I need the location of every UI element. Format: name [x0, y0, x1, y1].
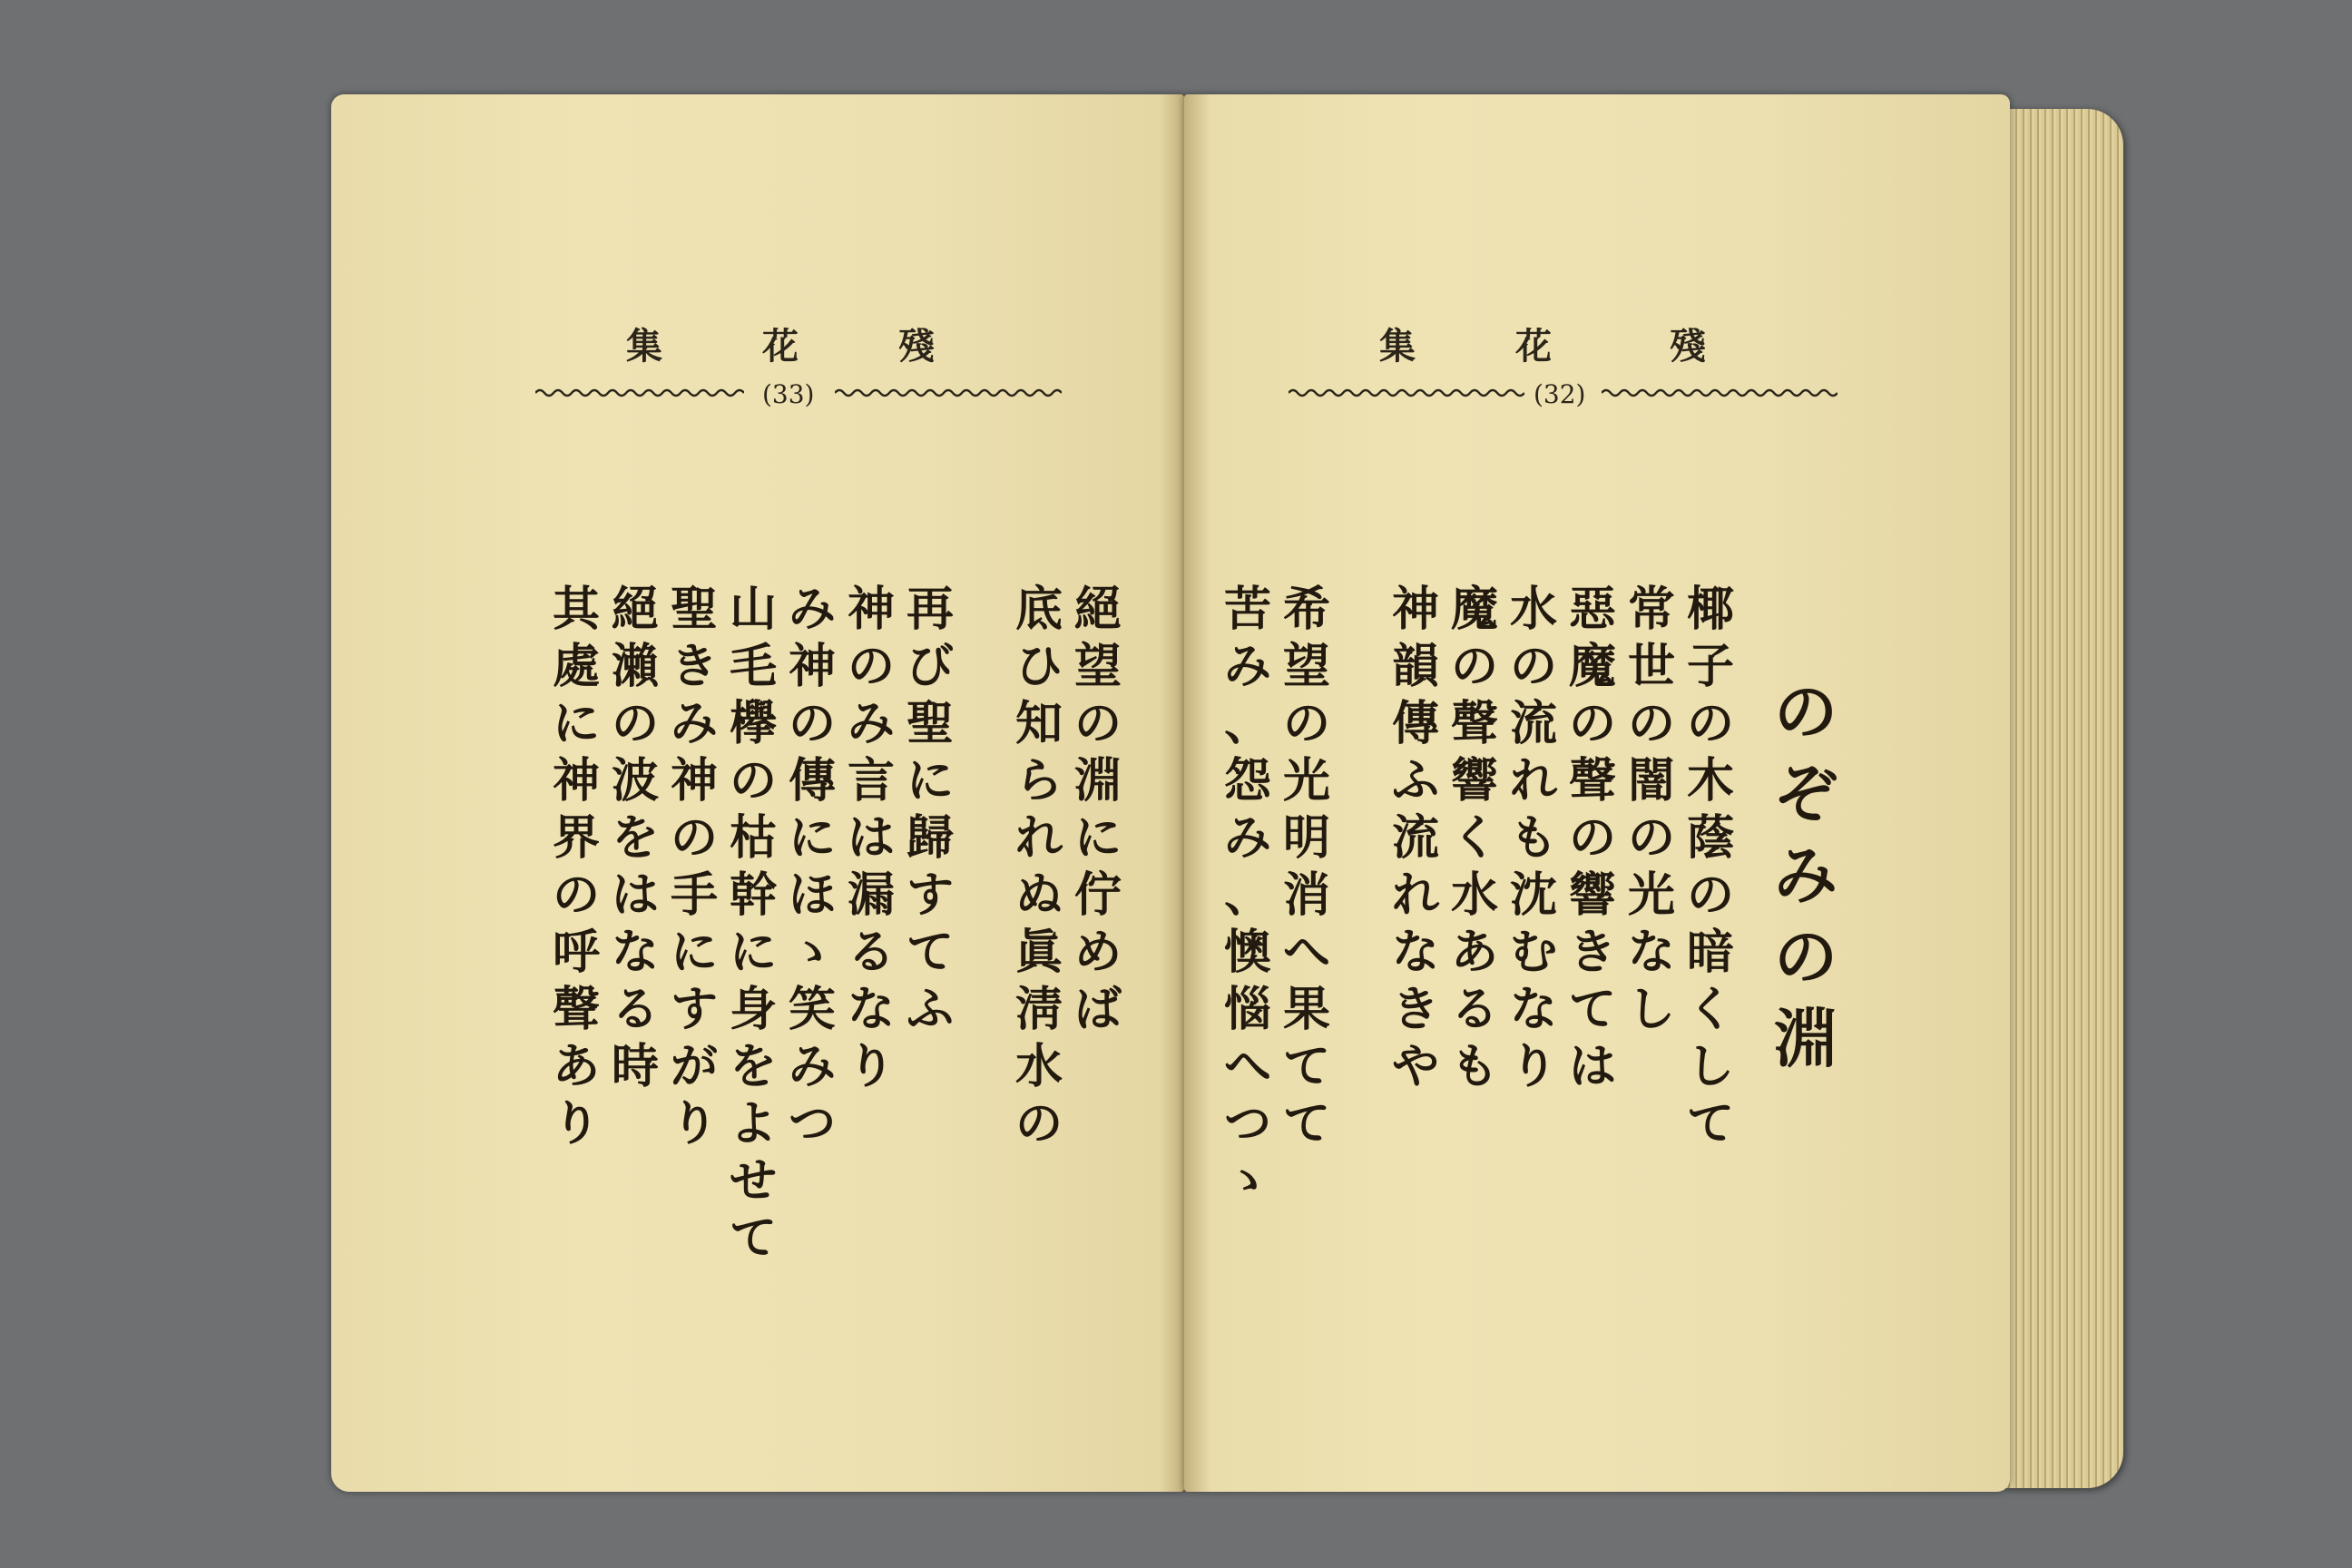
left-header-rule — [535, 379, 1080, 416]
glyph: 木 — [1686, 753, 1734, 808]
glyph: の — [611, 696, 659, 751]
glyph: 界 — [552, 810, 600, 866]
right-running-head — [1307, 318, 1779, 368]
glyph: な — [1509, 982, 1557, 1037]
glyph: 瀨 — [611, 639, 659, 694]
glyph: 處 — [552, 639, 600, 694]
glyph: を — [611, 810, 659, 866]
right-running-head-char: 花 — [1515, 325, 1552, 368]
glyph: 、 — [1223, 867, 1271, 923]
glyph: な — [611, 925, 659, 980]
glyph: の — [1627, 696, 1675, 751]
glyph: 惡 — [1568, 582, 1616, 637]
glyph: 手 — [670, 867, 718, 923]
glyph: 明 — [1282, 810, 1330, 866]
glyph: め — [1073, 925, 1122, 980]
glyph: 水 — [1450, 867, 1498, 923]
glyph: あ — [552, 1039, 600, 1094]
glyph: な — [1627, 925, 1675, 980]
glyph: て — [1282, 1096, 1330, 1152]
glyph: 怨 — [1223, 753, 1271, 808]
glyph: の — [552, 867, 600, 923]
left-running-head — [544, 318, 1016, 368]
glyph: や — [1391, 1039, 1439, 1094]
glyph: 歸 — [906, 810, 954, 866]
glyph: の — [788, 696, 836, 751]
right-running-head-char: 集 — [1379, 325, 1416, 368]
glyph: り — [552, 1096, 600, 1152]
glyph: に — [1073, 810, 1122, 866]
glyph: ゝ — [1223, 1153, 1271, 1209]
text-column — [1679, 581, 1742, 1152]
glyph: 椰 — [1686, 582, 1734, 637]
poem-title — [1765, 671, 1847, 1080]
glyph: 魔 — [1568, 639, 1616, 694]
glyph: す — [906, 867, 954, 923]
glyph: 眞 — [1014, 925, 1063, 980]
text-column — [898, 581, 962, 1038]
glyph: に — [906, 753, 954, 808]
glyph: り — [1509, 1039, 1557, 1094]
text-column — [839, 581, 903, 1095]
glyph: の — [1568, 696, 1616, 751]
glyph: 流 — [1509, 696, 1557, 751]
text-column — [1007, 581, 1071, 1152]
glyph: 傳 — [1391, 696, 1439, 751]
glyph: 身 — [729, 982, 777, 1037]
text-column — [1443, 581, 1506, 1095]
glyph: ら — [1014, 753, 1063, 808]
glyph: 聲 — [1568, 753, 1616, 808]
glyph: の — [670, 810, 718, 866]
glyph: 水 — [1509, 582, 1557, 637]
left-running-head-char: 花 — [762, 325, 799, 368]
wavy-rule — [1289, 379, 1524, 407]
text-column — [603, 581, 667, 1095]
glyph: み — [847, 696, 895, 751]
glyph: 絕 — [611, 582, 659, 637]
glyph: は — [847, 810, 895, 866]
glyph: し — [1686, 1039, 1734, 1094]
glyph: 聲 — [1450, 696, 1498, 751]
glyph: れ — [1509, 753, 1557, 808]
page-edges — [2005, 109, 2123, 1488]
right-running-head-char: 殘 — [1670, 325, 1706, 368]
glyph: き — [670, 639, 718, 694]
glyph: 佇 — [1073, 867, 1122, 923]
glyph: を — [729, 1039, 777, 1094]
glyph: み — [788, 582, 836, 637]
glyph: 蔭 — [1686, 810, 1734, 866]
glyph: る — [1450, 982, 1498, 1037]
glyph: 惱 — [1223, 982, 1271, 1037]
glyph: る — [847, 925, 895, 980]
glyph: の — [1073, 696, 1122, 751]
glyph: 望 — [1282, 639, 1330, 694]
glyph: み — [1223, 639, 1271, 694]
text-column — [1561, 581, 1624, 1095]
glyph: ゝ — [788, 925, 836, 980]
glyph: て — [1686, 1096, 1734, 1152]
glyph: の — [1686, 867, 1734, 923]
glyph: 枯 — [729, 810, 777, 866]
glyph: に — [670, 925, 718, 980]
glyph: 暗 — [1686, 925, 1734, 980]
glyph: 欅 — [729, 696, 777, 751]
glyph: の — [1282, 696, 1330, 751]
glyph: 山 — [729, 582, 777, 637]
glyph: は — [611, 867, 659, 923]
glyph: 魔 — [1450, 582, 1498, 637]
glyph: の — [1774, 919, 1838, 995]
glyph: も — [1509, 810, 1557, 866]
glyph: せ — [729, 1153, 777, 1209]
glyph: 笑 — [788, 982, 836, 1037]
glyph: れ — [1391, 867, 1439, 923]
glyph: れ — [1014, 810, 1063, 866]
glyph: の — [729, 753, 777, 808]
glyph: む — [1509, 925, 1557, 980]
glyph: 沈 — [1509, 867, 1557, 923]
glyph: の — [1774, 674, 1838, 750]
glyph: 絕 — [1073, 582, 1122, 637]
glyph: 幹 — [729, 867, 777, 923]
text-column — [721, 581, 785, 1267]
glyph: し — [1627, 982, 1675, 1037]
glyph: 神 — [670, 753, 718, 808]
text-column — [1502, 581, 1565, 1095]
glyph: 傳 — [788, 753, 836, 808]
glyph: つ — [1223, 1096, 1271, 1152]
text-column — [1384, 581, 1447, 1095]
glyph: ふ — [906, 982, 954, 1037]
left-running-head-char: 殘 — [898, 325, 935, 368]
glyph: み — [1223, 810, 1271, 866]
glyph: つ — [788, 1096, 836, 1152]
glyph: あ — [1450, 925, 1498, 980]
glyph: 知 — [1014, 696, 1063, 751]
page-number: (33) — [762, 379, 815, 409]
wavy-rule — [835, 379, 1062, 407]
text-column — [1275, 581, 1338, 1152]
glyph: 韻 — [1391, 639, 1439, 694]
glyph: 時 — [611, 1039, 659, 1094]
glyph: み — [1774, 838, 1838, 913]
left-running-head-char: 集 — [626, 325, 662, 368]
glyph: る — [611, 982, 659, 1037]
glyph: み — [670, 696, 718, 751]
glyph: 光 — [1282, 753, 1330, 808]
glyph: く — [1686, 982, 1734, 1037]
glyph: 淸 — [1014, 982, 1063, 1037]
glyph: り — [670, 1096, 718, 1152]
glyph: 漏 — [847, 867, 895, 923]
glyph: ぬ — [1014, 867, 1063, 923]
glyph: 世 — [1627, 639, 1675, 694]
glyph: 神 — [552, 753, 600, 808]
glyph: の — [1627, 810, 1675, 866]
glyph: へ — [1223, 1039, 1271, 1094]
glyph: 聖 — [906, 696, 954, 751]
glyph: 光 — [1627, 867, 1675, 923]
glyph: 懊 — [1223, 925, 1271, 980]
glyph: も — [1450, 1039, 1498, 1094]
glyph: 毛 — [729, 639, 777, 694]
glyph: の — [1509, 639, 1557, 694]
glyph: 流 — [1391, 810, 1439, 866]
glyph: ふ — [1391, 753, 1439, 808]
glyph: 響 — [1450, 753, 1498, 808]
glyph: 聖 — [670, 582, 718, 637]
book-gutter — [1160, 94, 1210, 1492]
page-number: (32) — [1534, 379, 1586, 409]
glyph: ぞ — [1774, 756, 1838, 831]
glyph: 闇 — [1627, 753, 1675, 808]
glyph: 子 — [1686, 639, 1734, 694]
glyph: に — [788, 810, 836, 866]
glyph: に — [552, 696, 600, 751]
text-column — [1066, 581, 1130, 1038]
wavy-rule — [535, 379, 744, 407]
glyph: 果 — [1282, 982, 1330, 1037]
glyph: り — [847, 1039, 895, 1094]
glyph: の — [1450, 639, 1498, 694]
glyph: 希 — [1282, 582, 1330, 637]
text-column — [1216, 581, 1279, 1210]
glyph: み — [788, 1039, 836, 1094]
glyph: の — [847, 639, 895, 694]
glyph: な — [1391, 925, 1439, 980]
glyph: 再 — [906, 582, 954, 637]
glyph: 神 — [1391, 582, 1439, 637]
glyph: て — [729, 1210, 777, 1266]
glyph: 常 — [1627, 582, 1675, 637]
glyph: が — [670, 1039, 718, 1094]
glyph: 水 — [1014, 1039, 1063, 1094]
glyph: 其 — [552, 582, 600, 637]
glyph: に — [729, 925, 777, 980]
text-column — [662, 581, 726, 1152]
glyph: 言 — [847, 753, 895, 808]
glyph: 神 — [788, 639, 836, 694]
glyph: き — [1568, 925, 1616, 980]
glyph: 呼 — [552, 925, 600, 980]
glyph: 、 — [1223, 696, 1271, 751]
glyph: び — [906, 639, 954, 694]
glyph: 淵 — [1774, 1001, 1838, 1076]
glyph: 消 — [1282, 867, 1330, 923]
glyph: 淵 — [1073, 753, 1122, 808]
glyph: ほ — [788, 867, 836, 923]
glyph: ば — [1073, 982, 1122, 1037]
right-header-rule — [1289, 379, 1833, 416]
text-column — [544, 581, 608, 1152]
glyph: へ — [1282, 925, 1330, 980]
text-column — [1620, 581, 1683, 1038]
glyph: す — [670, 982, 718, 1037]
text-column — [780, 581, 844, 1152]
glyph: き — [1391, 982, 1439, 1037]
glyph: 波 — [611, 753, 659, 808]
glyph: て — [1282, 1039, 1330, 1094]
glyph: の — [1014, 1096, 1063, 1152]
glyph: 底 — [1014, 582, 1063, 637]
glyph: て — [906, 925, 954, 980]
glyph: 望 — [1073, 639, 1122, 694]
glyph: ひ — [1014, 639, 1063, 694]
glyph: の — [1686, 696, 1734, 751]
glyph: 響 — [1568, 867, 1616, 923]
glyph: 苦 — [1223, 582, 1271, 637]
wavy-rule — [1602, 379, 1838, 407]
glyph: く — [1450, 810, 1498, 866]
glyph: て — [1568, 982, 1616, 1037]
glyph: な — [847, 982, 895, 1037]
glyph: 神 — [847, 582, 895, 637]
glyph: は — [1568, 1039, 1616, 1094]
glyph: の — [1568, 810, 1616, 866]
glyph: 聲 — [552, 982, 600, 1037]
glyph: よ — [729, 1096, 777, 1152]
